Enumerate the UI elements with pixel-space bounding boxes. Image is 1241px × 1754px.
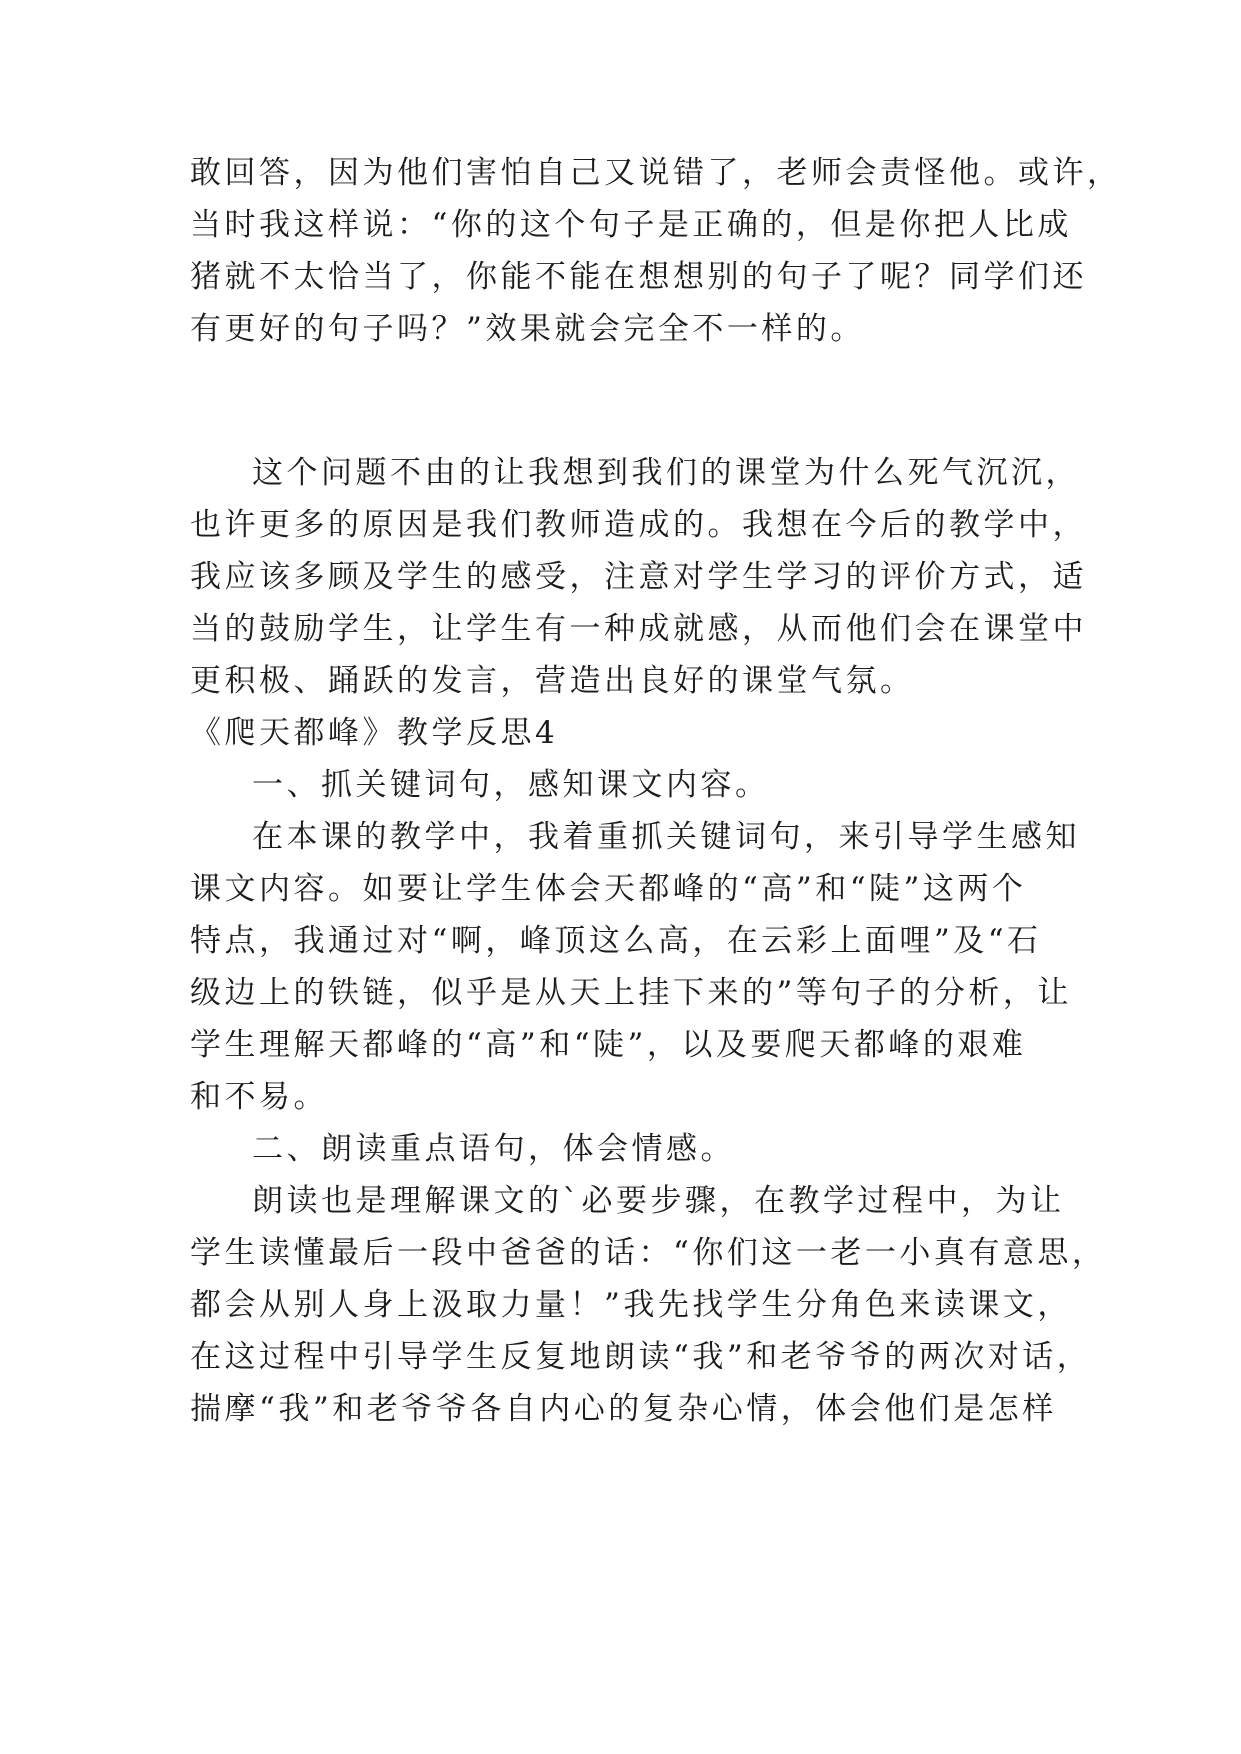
text-line: 学生读懂最后一段中爸爸的话：“你们这一老一小真有意思，: [190, 1235, 1107, 1271]
text-line: 学生理解天都峰的“高”和“陡”，以及要爬天都峰的艰难: [190, 1027, 1027, 1063]
subheading: 二、朗读重点语句，体会情感。: [252, 1131, 735, 1167]
paragraph-first-line: 在本课的教学中，我着重抓关键词句，来引导学生感知: [252, 819, 1080, 855]
text-line: 敢回答，因为他们害怕自己又说错了，老师会责怪他。或许，: [190, 155, 1122, 191]
text-line: 在这过程中引导学生反复地朗读“我”和老爷爷的两次对话，: [190, 1339, 1092, 1375]
paragraph-first-line: 这个问题不由的让我想到我们的课堂为什么死气沉沉，: [252, 455, 1080, 491]
text-line: 级边上的铁链，似乎是从天上挂下来的”等句子的分析，让: [190, 975, 1072, 1011]
paragraph-first-line: 朗读也是理解课文的`必要步骤，在教学过程中，为让: [252, 1183, 1065, 1219]
text-line: 课文内容。如要让学生体会天都峰的“高”和“陡”这两个: [190, 871, 1027, 907]
text-line: 猪就不太恰当了，你能不能在想想别的句子了呢？同学们还: [190, 259, 1087, 295]
text-line: 当的鼓励学生，让学生有一种成就感，从而他们会在课堂中: [190, 611, 1087, 647]
text-line: 有更好的句子吗？”效果就会完全不一样的。: [190, 311, 865, 347]
section-title: 《爬天都峰》教学反思4: [190, 715, 559, 751]
text-line: 也许更多的原因是我们教师造成的。我想在今后的教学中，: [190, 507, 1087, 543]
text-line: 特点，我通过对“啊，峰顶这么高，在云彩上面哩”及“石: [190, 923, 1042, 959]
text-line: 都会从别人身上汲取力量！”我先找学生分角色来读课文，: [190, 1287, 1072, 1323]
text-line: 当时我这样说：“你的这个句子是正确的，但是你把人比成: [190, 207, 1072, 243]
text-line: 更积极、踊跃的发言，营造出良好的课堂气氛。: [190, 663, 915, 699]
text-line: 和不易。: [190, 1079, 328, 1115]
text-line: 揣摩“我”和老爷爷各自内心的复杂心情，体会他们是怎样: [190, 1391, 1057, 1427]
subheading: 一、抓关键词句，感知课文内容。: [252, 767, 770, 803]
text-line: 我应该多顾及学生的感受，注意对学生学习的评价方式，适: [190, 559, 1087, 595]
